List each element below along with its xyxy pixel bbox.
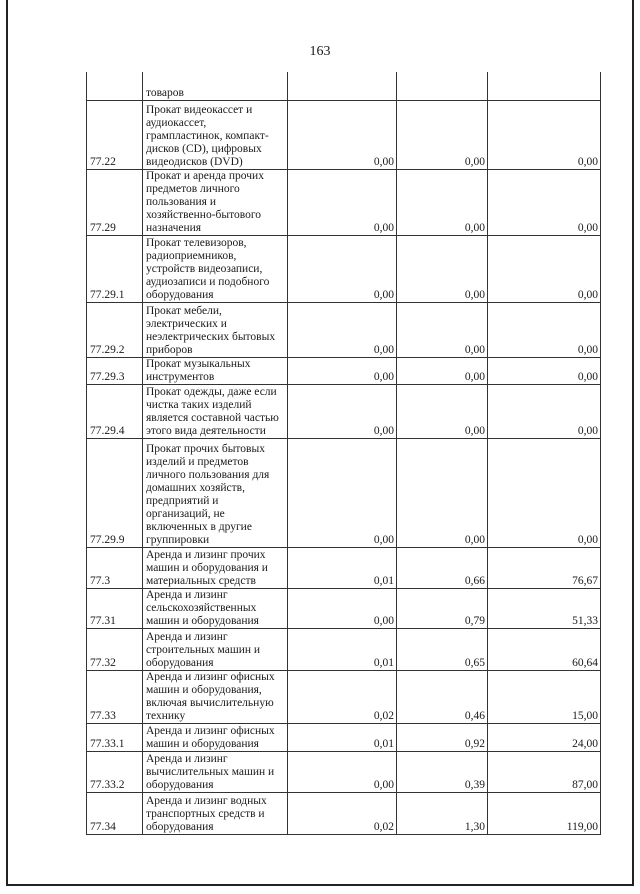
row-code: 77.33 (87, 670, 143, 723)
row-name: Аренда и лизинг водных транспортных средств и оборудования (143, 792, 288, 834)
row-code (87, 72, 143, 100)
row-value-3: 0,00 (488, 438, 601, 547)
row-value-1: 0,02 (288, 670, 397, 723)
row-value-2: 0,00 (397, 235, 488, 302)
row-value-1: 0,00 (288, 384, 397, 438)
row-value-1: 0,01 (288, 628, 397, 670)
row-value-3: 76,67 (488, 547, 601, 588)
row-value-1: 0,01 (288, 547, 397, 588)
table-row (87, 792, 601, 834)
row-code: 77.29.1 (87, 235, 143, 302)
row-value-3 (488, 72, 601, 100)
row-code: 77.29.9 (87, 438, 143, 547)
row-value-2: 0,00 (397, 100, 488, 169)
row-name: Прокат музыкальных инструментов (143, 357, 288, 384)
row-code: 77.33.1 (87, 723, 143, 751)
row-value-3: 24,00 (488, 723, 601, 751)
table-row (87, 670, 601, 723)
row-value-2: 0,00 (397, 438, 488, 547)
row-name: Аренда и лизинг офисных машин и оборудования, включая вычислительную технику (143, 670, 288, 723)
table-row (87, 588, 601, 628)
row-value-2 (397, 72, 488, 100)
row-code: 77.22 (87, 100, 143, 169)
row-code: 77.32 (87, 628, 143, 670)
row-code: 77.29.3 (87, 357, 143, 384)
row-value-3: 0,00 (488, 357, 601, 384)
row-name: Прокат телевизоров, радиоприемников, устройств видеозаписи, аудиозаписи и подобного оборудования (143, 235, 288, 302)
table-row (87, 100, 601, 169)
row-value-1: 0,00 (288, 169, 397, 235)
table-row (87, 357, 601, 384)
row-code: 77.29.2 (87, 302, 143, 357)
row-value-2: 0,00 (397, 384, 488, 438)
table-row (87, 169, 601, 235)
table-row (87, 751, 601, 792)
row-value-1: 0,00 (288, 438, 397, 547)
table-row (87, 628, 601, 670)
row-code: 77.31 (87, 588, 143, 628)
table-row (87, 547, 601, 588)
row-value-3: 15,00 (488, 670, 601, 723)
row-value-2: 0,92 (397, 723, 488, 751)
row-code: 77.33.2 (87, 751, 143, 792)
row-value-1: 0,01 (288, 723, 397, 751)
row-name: Прокат мебели, электрических и неэлектрических бытовых приборов (143, 302, 288, 357)
row-value-3: 0,00 (488, 100, 601, 169)
row-name: Прокат видеокассет и аудиокассет, грампластинок, компакт-дисков (CD), цифровых видеодисков (DVD) (143, 100, 288, 169)
row-name: Аренда и лизинг офисных машин и оборудования (143, 723, 288, 751)
table-body (87, 72, 601, 834)
row-code: 77.29.4 (87, 384, 143, 438)
table-row (87, 723, 601, 751)
row-value-3: 60,64 (488, 628, 601, 670)
page-number: 163 (309, 44, 331, 59)
row-value-1: 0,00 (288, 302, 397, 357)
row-value-2: 0,00 (397, 169, 488, 235)
table-row (87, 235, 601, 302)
row-value-3: 0,00 (488, 169, 601, 235)
row-value-2: 0,66 (397, 547, 488, 588)
row-name: Аренда и лизинг прочих машин и оборудования и материальных средств (143, 547, 288, 588)
row-value-2: 1,30 (397, 792, 488, 834)
row-value-1: 0,00 (288, 235, 397, 302)
row-name: товаров (143, 72, 288, 100)
row-name: Прокат одежды, даже если чистка таких изделий является составной частью этого вида деятельности (143, 384, 288, 438)
row-name: Аренда и лизинг вычислительных машин и оборудования (143, 751, 288, 792)
row-value-2: 0,65 (397, 628, 488, 670)
row-value-2: 0,00 (397, 302, 488, 357)
row-value-3: 0,00 (488, 235, 601, 302)
rental-table (86, 72, 601, 835)
row-value-1: 0,00 (288, 357, 397, 384)
row-value-3: 51,33 (488, 588, 601, 628)
table-row (87, 438, 601, 547)
table-row (87, 72, 601, 100)
row-value-2: 0,79 (397, 588, 488, 628)
row-name: Прокат прочих бытовых изделий и предметов личного пользования для домашних хозяйств, предприятий и организаций, не включенных в другие группировки (143, 438, 288, 547)
row-value-1 (288, 72, 397, 100)
row-name: Прокат и аренда прочих предметов личного пользования и хозяйственно-бытового назначения (143, 169, 288, 235)
row-code: 77.29 (87, 169, 143, 235)
row-value-1: 0,00 (288, 588, 397, 628)
row-value-2: 0,46 (397, 670, 488, 723)
row-code: 77.34 (87, 792, 143, 834)
row-name: Аренда и лизинг сельскохозяйственных машин и оборудования (143, 588, 288, 628)
row-value-1: 0,00 (288, 751, 397, 792)
row-value-2: 0,00 (397, 357, 488, 384)
row-value-1: 0,02 (288, 792, 397, 834)
table-row (87, 384, 601, 438)
row-code: 77.3 (87, 547, 143, 588)
row-value-3: 87,00 (488, 751, 601, 792)
row-name: Аренда и лизинг строительных машин и оборудования (143, 628, 288, 670)
row-value-3: 0,00 (488, 302, 601, 357)
row-value-3: 0,00 (488, 384, 601, 438)
row-value-2: 0,39 (397, 751, 488, 792)
row-value-3: 119,00 (488, 792, 601, 834)
table-row (87, 302, 601, 357)
row-value-1: 0,00 (288, 100, 397, 169)
